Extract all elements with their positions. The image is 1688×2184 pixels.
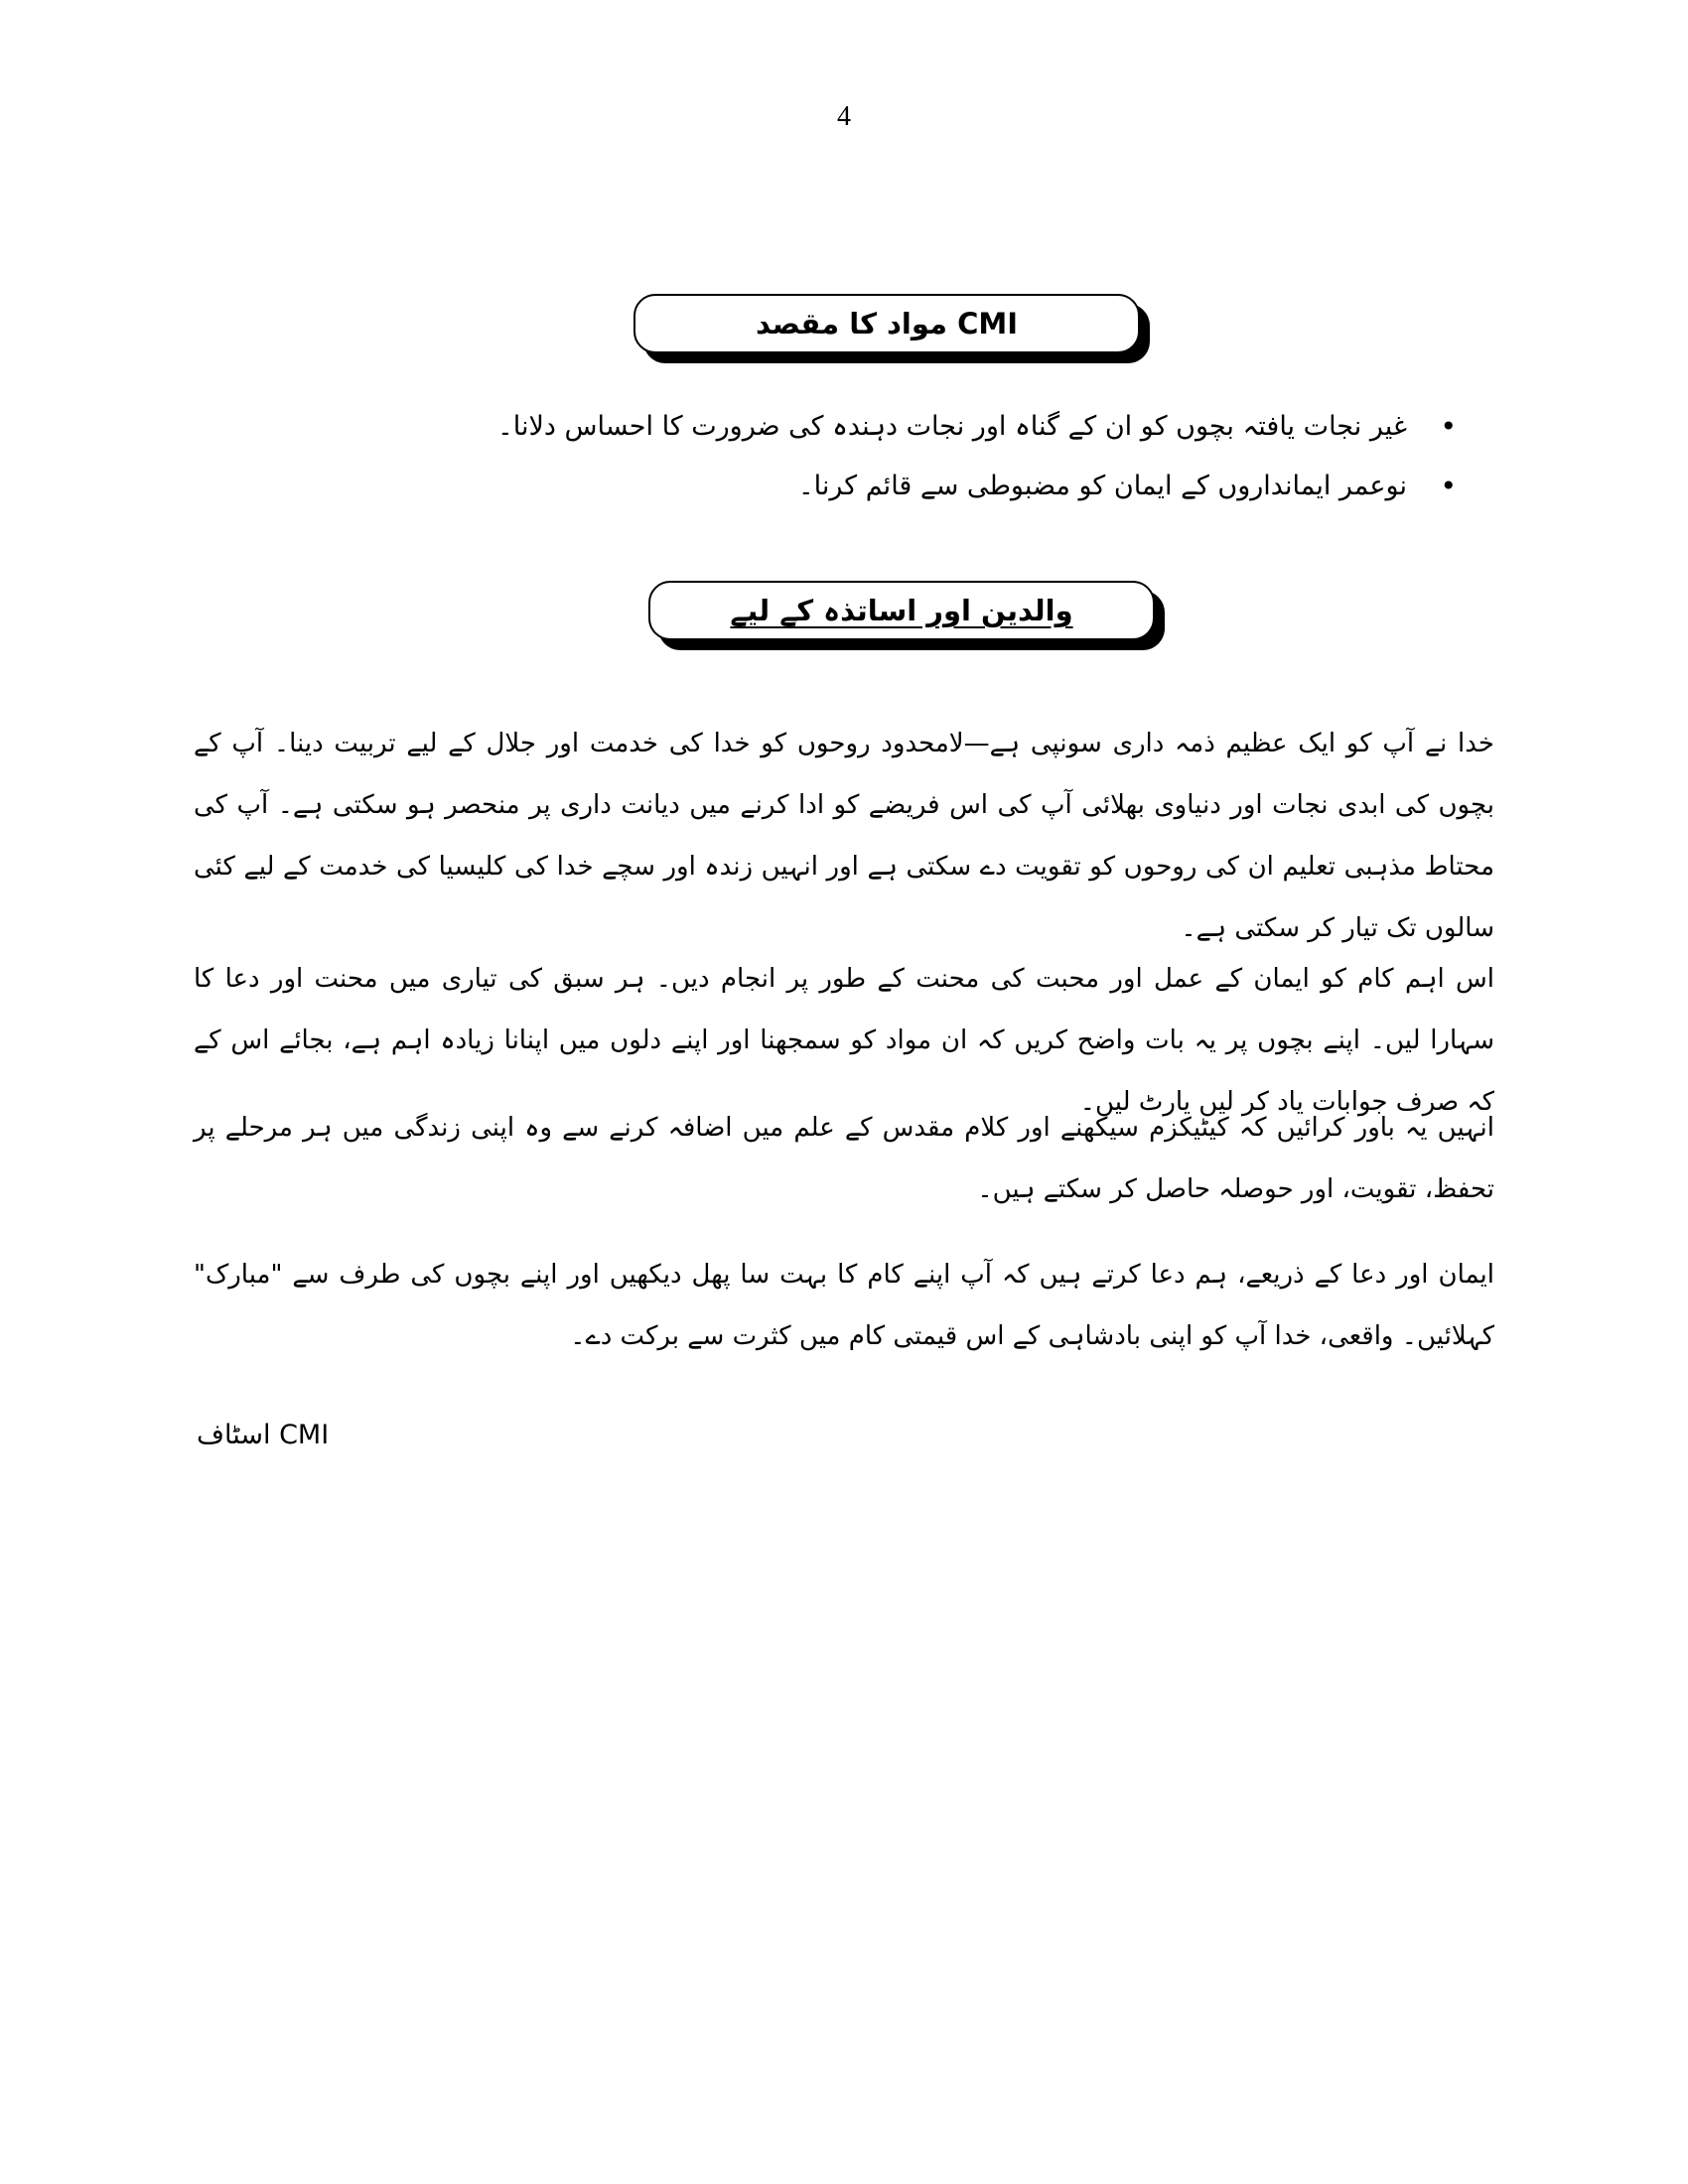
paragraph-blessing: ایمان اور دعا کے ذریعے، ہم دعا کرتے ہیں کہ آپ اپنے کام کا بہت سا پھل دیکھیں اور اپنے بچوں کی طرف سے "مبارک" کہلائیں۔ واقعی، خدا آپ کو اپنی بادشاہی کے اس قیمتی کام میں کثرت سے برکت دے۔ xyxy=(194,1260,1494,1351)
staff-signature: CMI اسٹاف xyxy=(197,1420,330,1450)
paragraph-catechism-benefits: انہیں یہ باور کرائیں کہ کیٹیکزم سیکھنے اور کلام مقدس کے علم میں اضافہ کرنے سے وہ اپنی زندگی میں ہر مرحلے پر تحفظ، تقویت، اور حوصلہ حاصل کر سکتے ہیں۔ xyxy=(194,1113,1494,1204)
page-number: 4 xyxy=(837,101,851,132)
paragraph-labor-of-love: اس اہم کام کو ایمان کے عمل اور محبت کی محنت کے طور پر انجام دیں۔ ہر سبق کی تیاری میں محنت اور دعا کا سہارا لیں۔ اپنے بچوں پر یہ بات واضح کریں کہ ان مواد کو سمجھنا اور اپنے دلوں میں اپنانا زیادہ اہم ہے، بجائے اس کے کہ صرف جوابات یاد کر لیں یارٹ لیں۔ xyxy=(194,964,1494,1117)
section-heading-parents-teachers xyxy=(648,581,1155,640)
section-heading-purpose xyxy=(633,294,1140,353)
paragraph-responsibility: خدا نے آپ کو ایک عظیم ذمہ داری سونپی ہے—لامحدود روحوں کو خدا کی خدمت اور جلال کے لیے تربیت دینا۔ آپ کے بچوں کی ابدی نجات اور دنیاوی بھلائی آپ کی اس فریضے کو ادا کرنے میں دیانت داری پر منحصر ہو سکتی ہے۔ آپ کی محتاط مذہبی تعلیم ان کی روحوں کو تقویت دے سکتی ہے اور انہیں زندہ اور سچے خدا کی کلیسیا کی خدمت کے لیے کئی سالوں تک تیار کر سکتی ہے۔ xyxy=(194,729,1494,943)
section-heading-purpose-text: CMI مواد کا مقصد xyxy=(755,307,1019,341)
bullet-item: • غیر نجات یافتہ بچوں کو ان کے گناہ اور نجات دہندہ کی ضرورت کا احساس دلانا۔ xyxy=(298,397,1465,457)
section-heading-parents-teachers-text: والدین اور اساتذہ کے لیے xyxy=(730,594,1073,627)
bullet-item: • نوعمر ایمانداروں کے ایمان کو مضبوطی سے قائم کرنا۔ xyxy=(298,457,1465,516)
purpose-bullet-list xyxy=(298,397,1465,516)
